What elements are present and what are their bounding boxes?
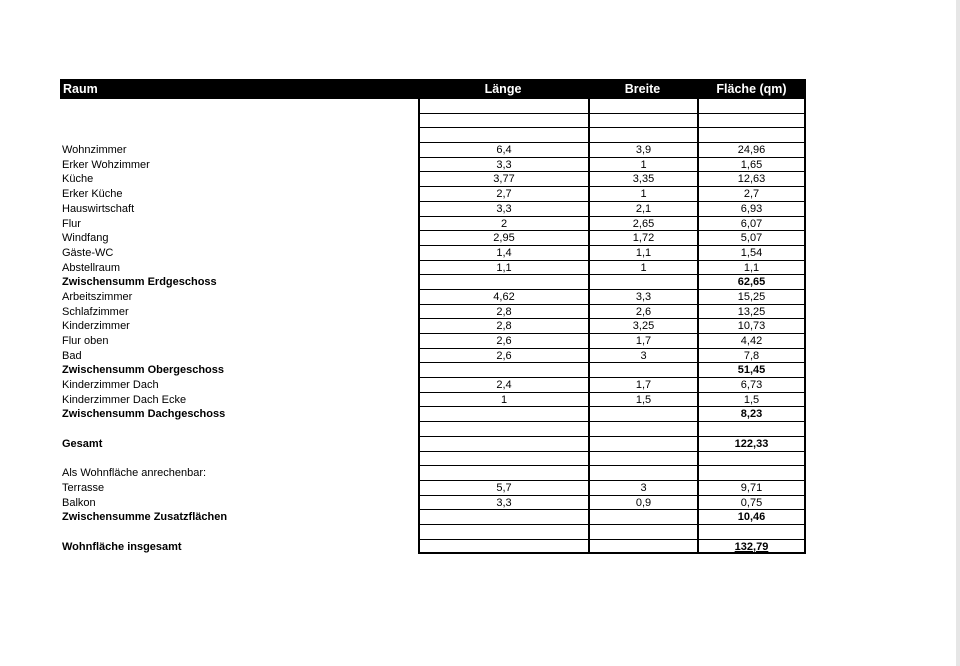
table-header <box>60 79 806 99</box>
area-table <box>60 79 806 554</box>
cell-breite <box>588 452 697 467</box>
cell-breite <box>588 128 697 143</box>
cell-laenge <box>418 466 588 481</box>
cell-flaeche: 1,54 <box>697 246 806 261</box>
table-row <box>60 452 806 467</box>
cell-laenge <box>418 363 588 378</box>
table-row <box>60 202 806 217</box>
cell-flaeche: 13,25 <box>697 305 806 320</box>
table-row <box>60 261 806 276</box>
table-row <box>60 334 806 349</box>
cell-breite: 1,1 <box>588 246 697 261</box>
cell-flaeche: 7,8 <box>697 349 806 364</box>
cell-flaeche: 6,73 <box>697 378 806 393</box>
cell-raum: Als Wohnfläche anrechenbar: <box>62 467 207 480</box>
cell-raum: Schlafzimmer <box>62 305 129 318</box>
cell-flaeche: 1,5 <box>697 393 806 408</box>
cell-laenge <box>418 407 588 422</box>
cell-laenge: 3,3 <box>418 202 588 217</box>
cell-raum: Wohnzimmer <box>62 144 127 157</box>
table-row <box>60 290 806 305</box>
cell-raum: Gäste-WC <box>62 246 114 259</box>
cell-breite: 2,6 <box>588 305 697 320</box>
cell-laenge: 1,4 <box>418 246 588 261</box>
cell-laenge <box>418 510 588 525</box>
cell-breite: 3,3 <box>588 290 697 305</box>
table-row <box>60 99 806 114</box>
cell-flaeche: 2,7 <box>697 187 806 202</box>
cell-flaeche: 6,93 <box>697 202 806 217</box>
cell-flaeche: 122,33 <box>697 437 806 452</box>
cell-raum <box>60 99 418 114</box>
cell-raum: Kinderzimmer Dach <box>62 379 159 392</box>
cell-breite: 1 <box>588 261 697 276</box>
cell-laenge: 2,8 <box>418 305 588 320</box>
cell-raum: Windfang <box>62 232 109 245</box>
cell-laenge <box>418 99 588 114</box>
cell-breite: 1 <box>588 187 697 202</box>
cell-laenge: 2,4 <box>418 378 588 393</box>
cell-breite <box>588 422 697 437</box>
table-row <box>60 187 806 202</box>
cell-raum: Flur <box>62 217 81 230</box>
table-row <box>60 231 806 246</box>
cell-flaeche <box>697 466 806 481</box>
cell-flaeche <box>697 422 806 437</box>
cell-breite <box>588 363 697 378</box>
cell-breite: 3 <box>588 349 697 364</box>
cell-laenge <box>418 114 588 129</box>
header-breite: Breite <box>624 82 661 96</box>
table-row <box>60 363 806 378</box>
table-row <box>60 525 806 540</box>
cell-flaeche: 10,73 <box>697 319 806 334</box>
cell-laenge: 2 <box>418 217 588 232</box>
cell-laenge: 2,95 <box>418 231 588 246</box>
cell-laenge: 6,4 <box>418 143 588 158</box>
cell-flaeche: 8,23 <box>697 407 806 422</box>
cell-breite <box>588 407 697 422</box>
table-row <box>60 114 806 129</box>
cell-raum: Abstellraum <box>62 261 121 274</box>
table-row <box>60 496 806 511</box>
table-row <box>60 481 806 496</box>
cell-breite <box>588 437 697 452</box>
cell-flaeche: 1,65 <box>697 158 806 173</box>
cell-raum: Arbeitszimmer <box>62 290 133 303</box>
table-row <box>60 466 806 481</box>
cell-breite: 3,9 <box>588 143 697 158</box>
table-row <box>60 128 806 143</box>
cell-flaeche: 0,75 <box>697 496 806 511</box>
cell-raum <box>60 114 418 129</box>
table-row <box>60 407 806 422</box>
cell-raum: Zwischensumm Obergeschoss <box>62 364 224 377</box>
cell-breite: 0,9 <box>588 496 697 511</box>
cell-laenge: 3,77 <box>418 172 588 187</box>
cell-laenge: 3,3 <box>418 158 588 173</box>
cell-laenge: 1,1 <box>418 261 588 276</box>
cell-raum: Erker Wohzimmer <box>62 158 150 171</box>
cell-laenge: 2,7 <box>418 187 588 202</box>
table-row <box>60 378 806 393</box>
table-row <box>60 217 806 232</box>
cell-laenge: 2,6 <box>418 349 588 364</box>
cell-breite: 1,72 <box>588 231 697 246</box>
cell-flaeche: 6,07 <box>697 217 806 232</box>
cell-raum <box>60 525 418 540</box>
table-row <box>60 305 806 320</box>
header-raum: Raum <box>63 82 98 96</box>
cell-laenge: 2,8 <box>418 319 588 334</box>
cell-raum: Kinderzimmer <box>62 320 130 333</box>
cell-raum: Zwischensumme Zusatzflächen <box>62 511 228 524</box>
table-body <box>60 99 806 554</box>
cell-flaeche: 1,1 <box>697 261 806 276</box>
table-row <box>60 158 806 173</box>
cell-laenge <box>418 452 588 467</box>
table-row <box>60 275 806 290</box>
table-row <box>60 437 806 452</box>
cell-flaeche: 62,65 <box>697 275 806 290</box>
cell-breite: 3,25 <box>588 319 697 334</box>
cell-raum: Terrasse <box>62 481 105 494</box>
cell-raum: Flur oben <box>62 335 109 347</box>
cell-laenge <box>418 422 588 437</box>
cell-raum: Kinderzimmer Dach Ecke <box>62 393 187 406</box>
header-laenge: Länge <box>484 82 522 96</box>
cell-breite <box>588 540 697 555</box>
cell-breite: 2,65 <box>588 217 697 232</box>
page-edge <box>956 0 960 666</box>
cell-raum <box>60 128 418 143</box>
table-row <box>60 393 806 408</box>
cell-flaeche: 15,25 <box>697 290 806 305</box>
table-row <box>60 143 806 158</box>
cell-laenge: 5,7 <box>418 481 588 496</box>
cell-breite: 1,7 <box>588 334 697 349</box>
cell-flaeche: 5,07 <box>697 231 806 246</box>
table-row <box>60 319 806 334</box>
table-row <box>60 540 806 555</box>
cell-raum: Zwischensumm Dachgeschoss <box>62 408 226 421</box>
cell-flaeche <box>697 128 806 143</box>
cell-flaeche <box>697 99 806 114</box>
cell-breite <box>588 510 697 525</box>
cell-breite: 1 <box>588 158 697 173</box>
cell-breite <box>588 99 697 114</box>
cell-flaeche: 10,46 <box>697 510 806 525</box>
table-row <box>60 172 806 187</box>
cell-flaeche <box>697 525 806 540</box>
cell-breite <box>588 466 697 481</box>
cell-flaeche: 51,45 <box>697 363 806 378</box>
cell-breite: 3,35 <box>588 172 697 187</box>
cell-breite: 1,7 <box>588 378 697 393</box>
cell-flaeche: 12,63 <box>697 172 806 187</box>
cell-flaeche <box>697 114 806 129</box>
cell-laenge: 4,62 <box>418 290 588 305</box>
cell-breite <box>588 525 697 540</box>
cell-breite <box>588 275 697 290</box>
cell-laenge: 1 <box>418 393 588 408</box>
table-row <box>60 349 806 364</box>
cell-laenge <box>418 437 588 452</box>
cell-raum: Gesamt <box>62 437 103 450</box>
cell-laenge <box>418 540 588 555</box>
table-row <box>60 246 806 261</box>
cell-breite: 3 <box>588 481 697 496</box>
cell-raum: Zwischensumm Erdgeschoss <box>62 276 217 289</box>
cell-raum <box>60 452 418 467</box>
cell-laenge <box>418 525 588 540</box>
cell-raum: Balkon <box>62 496 96 509</box>
cell-breite: 1,5 <box>588 393 697 408</box>
cell-raum: Bad <box>62 349 82 362</box>
cell-raum: Hauswirtschaft <box>62 202 135 215</box>
cell-breite <box>588 114 697 129</box>
cell-laenge: 3,3 <box>418 496 588 511</box>
table-row <box>60 510 806 525</box>
cell-raum: Erker Küche <box>62 188 123 201</box>
cell-raum <box>60 422 418 437</box>
cell-laenge: 2,6 <box>418 334 588 349</box>
table-row <box>60 422 806 437</box>
cell-laenge <box>418 128 588 143</box>
cell-flaeche: 24,96 <box>697 143 806 158</box>
header-flaeche: Fläche (qm) <box>716 82 787 96</box>
cell-flaeche: 132,79 <box>697 540 806 555</box>
cell-flaeche: 9,71 <box>697 481 806 496</box>
cell-breite: 2,1 <box>588 202 697 217</box>
cell-flaeche: 4,42 <box>697 334 806 349</box>
cell-flaeche <box>697 452 806 467</box>
cell-laenge <box>418 275 588 290</box>
cell-raum: Küche <box>62 173 94 186</box>
cell-raum: Wohnfläche insgesamt <box>62 540 182 553</box>
